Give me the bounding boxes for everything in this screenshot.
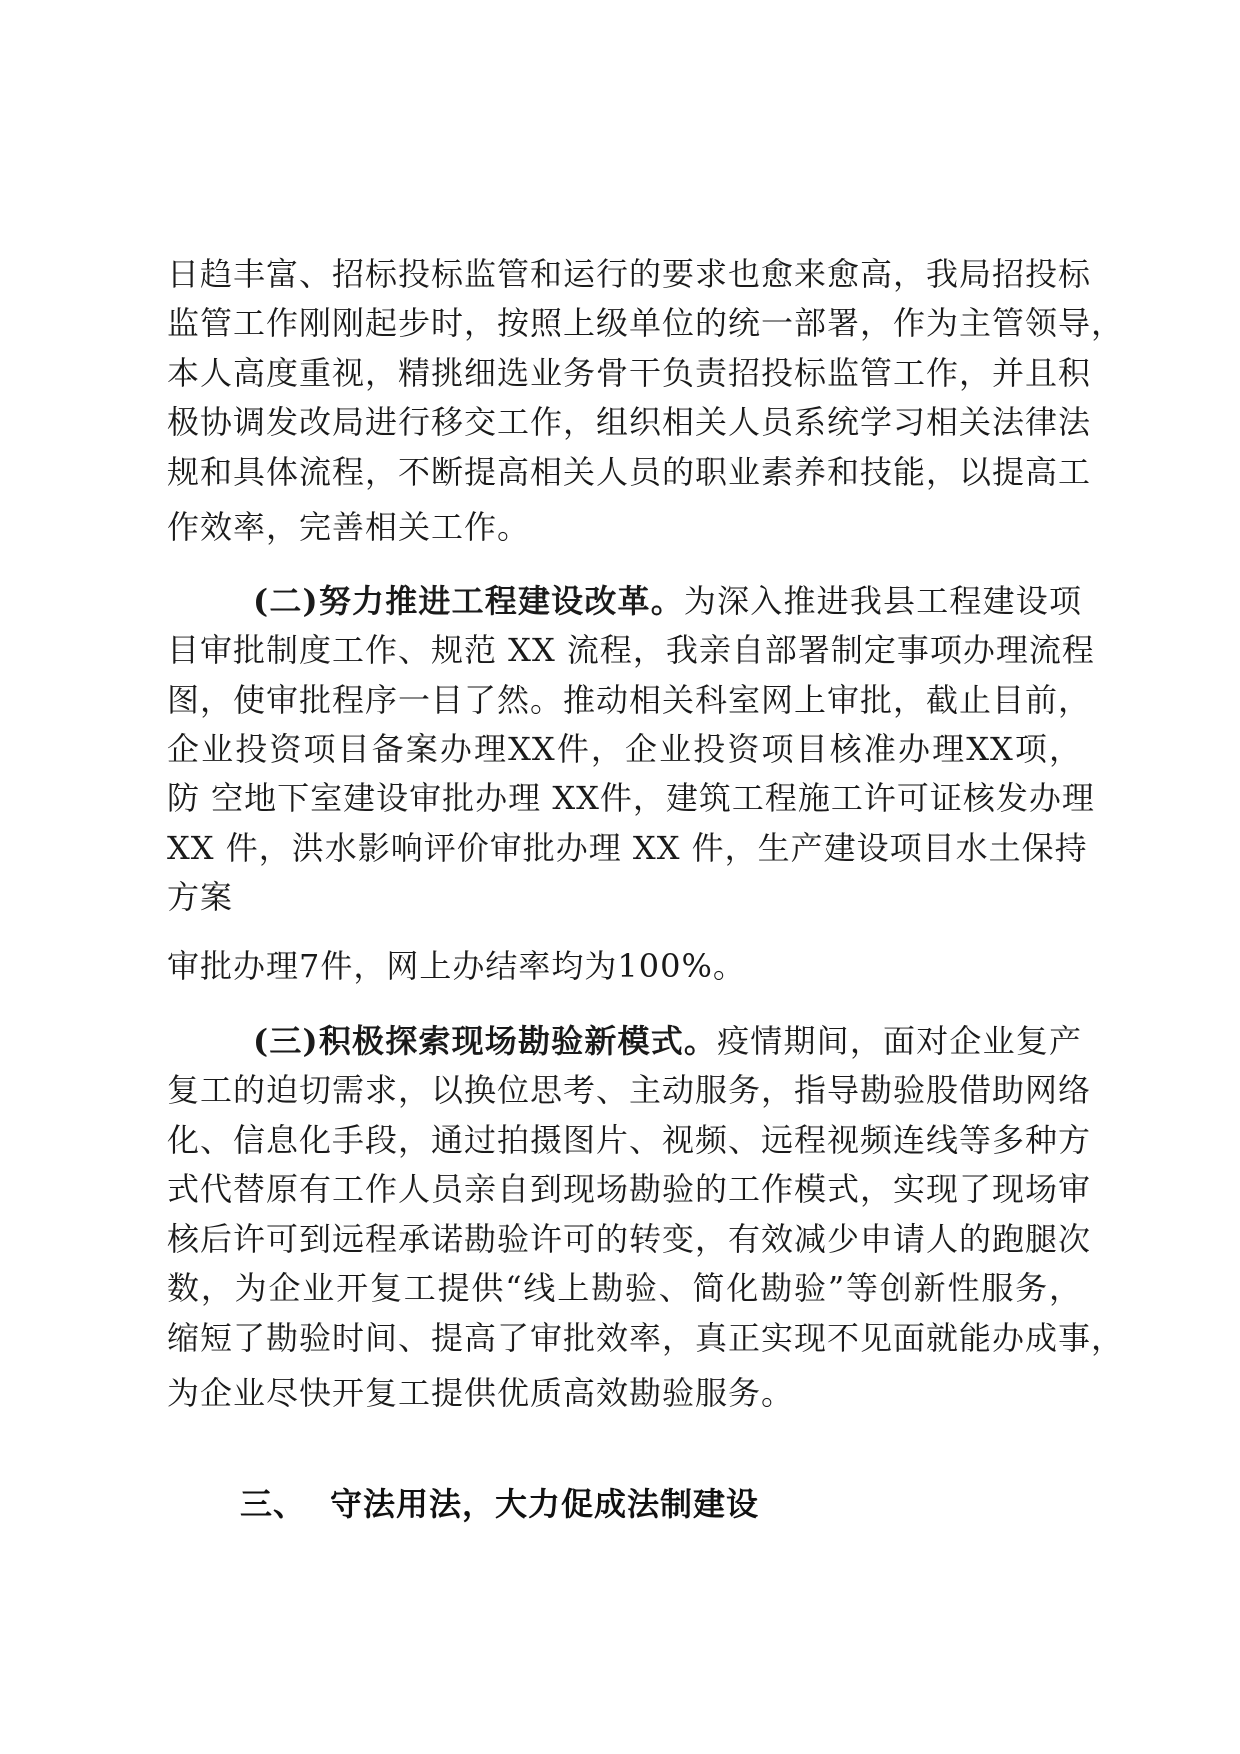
paragraph-first-line — [253, 582, 1082, 620]
paragraph-heading: (三)积极探索现场勘验新模式。 — [253, 1022, 718, 1060]
paragraph-line: 监管工作刚刚起步时，按照上级单位的统一部署，作为主管领导， — [167, 304, 1125, 342]
paragraph-line: 规和具体流程，不断提高相关人员的职业素养和技能，以提高工 — [167, 453, 1092, 491]
paragraph-line: 复工的迫切需求，以换位思考、主动服务，指导勘验股借助网络 — [167, 1071, 1092, 1109]
paragraph-line: 日趋丰富、招标投标监管和运行的要求也愈来愈高，我局招投标 — [167, 255, 1092, 293]
paragraph-line: 本人高度重视，精挑细选业务骨干负责招投标监管工作，并且积 — [167, 354, 1092, 392]
paragraph-line: 极协调发改局进行移交工作，组织相关人员系统学习相关法律法 — [167, 403, 1092, 441]
section-title: 守法用法，大力促成法制建设 — [330, 1485, 760, 1523]
paragraph-first-line-text: 为深入推进我县工程建设项 — [683, 582, 1082, 620]
paragraph-line: 目审批制度工作、规范 XX 流程，我亲自部署制定事项办理流程 — [167, 631, 1095, 669]
paragraph-line: 作效率，完善相关工作。 — [167, 508, 531, 546]
paragraph-line: 缩短了勘验时间、提高了审批效率，真正实现不见面就能办成事， — [167, 1319, 1125, 1357]
paragraph-heading: (二)努力推进工程建设改革。 — [253, 582, 684, 620]
paragraph-line: 企业投资项目备案办理XX件，企业投资项目核准办理XX项， — [167, 730, 1082, 768]
section-heading — [240, 1485, 760, 1523]
paragraph-line: 数，为企业开复工提供“线上勘验、简化勘验”等创新性服务， — [167, 1269, 1082, 1307]
paragraph-line: 方案 — [167, 878, 234, 916]
paragraph-line: 化、信息化手段，通过拍摄图片、视频、远程视频连线等多种方 — [167, 1121, 1092, 1159]
paragraph-line: XX 件，洪水影响评价审批办理 XX 件，生产建设项目水土保持 — [167, 829, 1088, 867]
paragraph-line: 防 空地下室建设审批办理 XX件，建筑工程施工许可证核发办理 — [167, 779, 1095, 817]
paragraph-line: 式代替原有工作人员亲自到现场勘验的工作模式，实现了现场审 — [167, 1170, 1092, 1208]
paragraph-line: 核后许可到远程承诺勘验许可的转变，有效减少申请人的跑腿次 — [167, 1220, 1092, 1258]
paragraph-line: 图，使审批程序一目了然。推动相关科室网上审批，截止目前， — [167, 681, 1092, 719]
paragraph-line: 为企业尽快开复工提供优质高效勘验服务。 — [167, 1374, 795, 1412]
paragraph-first-line-text: 疫情期间，面对企业复产 — [717, 1022, 1082, 1060]
paragraph-line: 审批办理7件，网上办结率均为100%。 — [167, 947, 746, 985]
section-number: 三、 — [240, 1485, 307, 1523]
paragraph-first-line — [253, 1022, 1082, 1060]
